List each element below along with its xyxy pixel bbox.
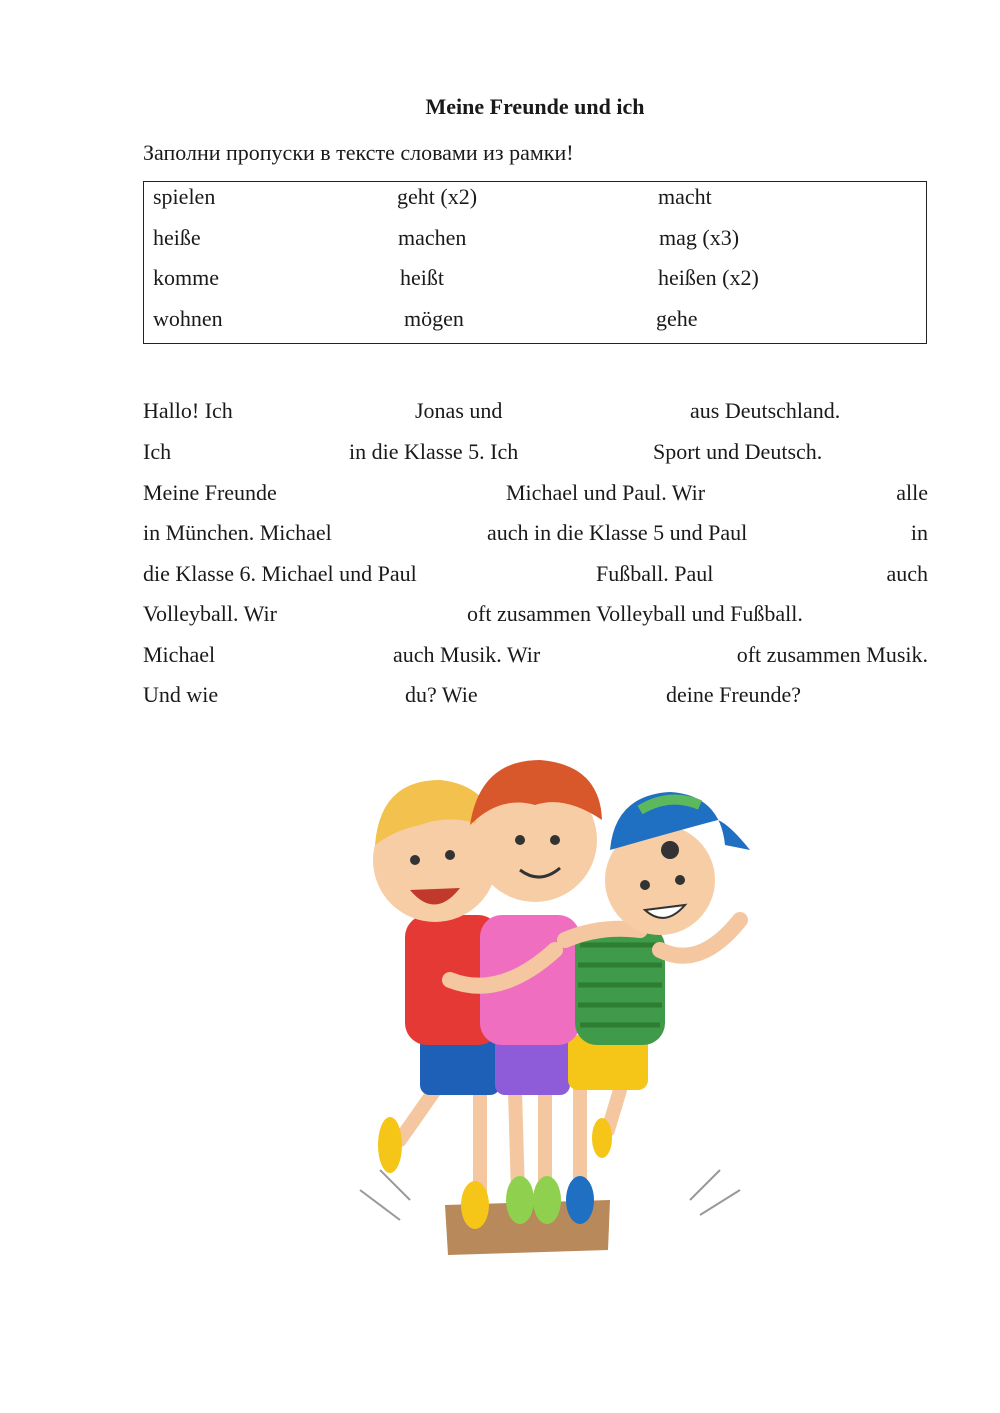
text-segment: oft zusammen Musik. [736, 642, 928, 667]
word-box-item: mag (x3) [659, 225, 740, 250]
text-segment: in [910, 520, 928, 545]
text-segment: die Klasse 6. Michael und Paul [143, 561, 417, 586]
word-box-item: mögen [404, 306, 464, 331]
text-segment: Meine Freunde [143, 480, 277, 505]
text-segment: auch Musik. Wir [393, 642, 541, 667]
heads [373, 760, 750, 935]
text-line [143, 439, 928, 469]
word-box-item: macht [658, 184, 712, 209]
word-box-item: geht (x2) [397, 184, 478, 209]
text-segment: Ich [143, 439, 172, 464]
text-segment: Jonas und [415, 398, 503, 423]
word-box-item: gehe [656, 306, 698, 331]
text-segment: oft zusammen Volleyball und Fußball. [467, 601, 803, 626]
page-title: Meine Freunde und ich [425, 94, 645, 119]
word-box-item: machen [398, 225, 467, 250]
text-segment: deine Freunde? [666, 682, 801, 707]
text-segment: Hallo! Ich [143, 398, 233, 423]
text-segment: Michael [143, 642, 216, 667]
word-box-item: heißen (x2) [658, 265, 759, 290]
text-segment: alle [896, 480, 928, 505]
word-box [143, 181, 927, 344]
text-line [143, 520, 928, 550]
word-box-item: heißt [400, 265, 444, 290]
text-segment: in die Klasse 5. Ich [349, 439, 519, 464]
text-line [143, 398, 928, 428]
text-line [143, 682, 928, 712]
text-segment: auch [886, 561, 928, 586]
word-box-item: komme [153, 265, 219, 290]
word-box-item: heiße [153, 225, 201, 250]
text-segment: auch in die Klasse 5 und Paul [487, 520, 748, 545]
text-segment: Michael und Paul. Wir [506, 480, 706, 505]
text-segment: in München. Michael [143, 520, 332, 545]
text-line [143, 480, 928, 510]
text-segment: Volleyball. Wir [143, 601, 277, 626]
text-segment: Fußball. Paul [596, 561, 714, 586]
text-segment: Und wie [143, 682, 219, 707]
text-segment: Sport und Deutsch. [653, 439, 823, 464]
word-box-item: spielen [153, 184, 216, 209]
text-line [143, 561, 928, 591]
text-line [143, 601, 928, 631]
text-segment: aus Deutschland. [690, 398, 841, 423]
text-segment: du? Wie [405, 682, 478, 707]
three-boys-illustration [340, 750, 780, 1270]
word-box-item: wohnen [153, 306, 223, 331]
text-line [143, 642, 928, 672]
instruction-text: Заполни пропуски в тексте словами из рамки! [143, 140, 574, 165]
